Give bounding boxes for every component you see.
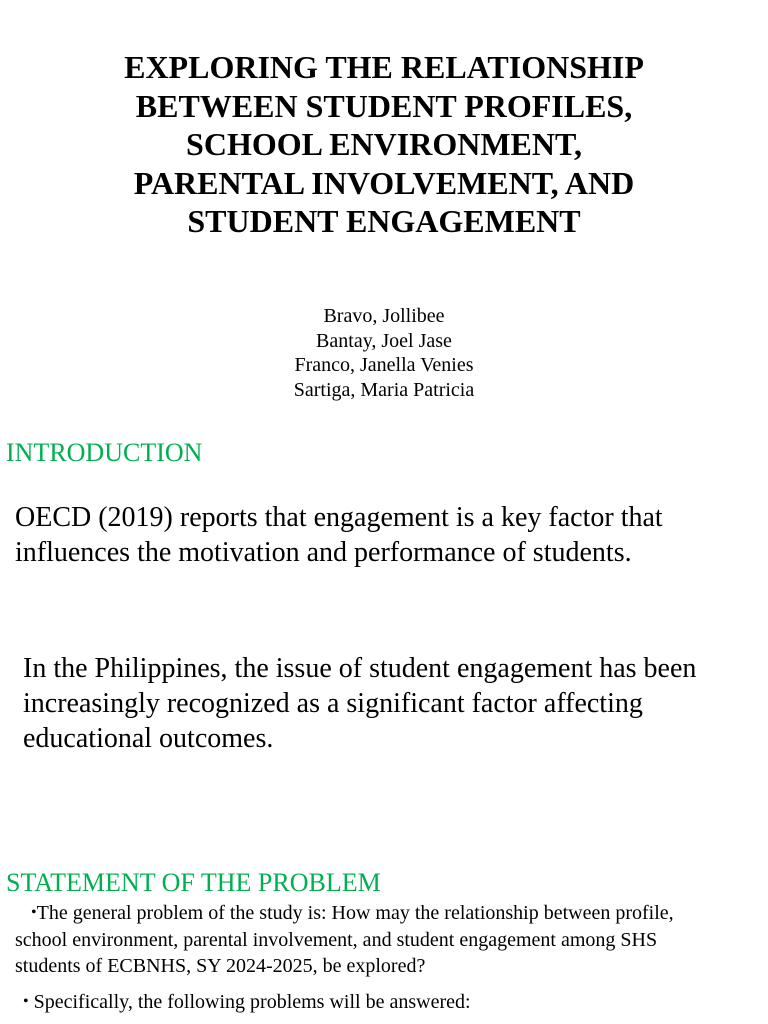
list-item [15,900,695,980]
introduction-heading: INTRODUCTION [6,438,203,467]
document-title [60,48,708,241]
bullet-icon: • [31,904,37,921]
author-name: Franco, Janella Venies [294,354,474,376]
list-item [15,989,695,1016]
author-name: Bantay, Joel Jase [316,329,452,352]
introduction-paragraph-1: OECD (2019) reports that engagement is a key factor that influences the motivation and performance of students. [15,502,663,568]
title-line: STUDENT ENGAGEMENT [187,203,581,239]
introduction-paragraph-2: In the Philippines, the issue of student engagement has been increasingly recognized as a significant factor affecting educational outcomes. [23,653,697,754]
title-line: SCHOOL ENVIRONMENT, [186,126,582,162]
statement-of-problem-heading: STATEMENT OF THE PROBLEM [6,868,381,897]
bullet-icon: • [23,992,29,1010]
problem-list [15,900,695,1015]
author-name: Bravo, Jollibee [323,305,445,327]
title-line: BETWEEN STUDENT PROFILES, [135,87,633,124]
title-line: EXPLORING THE RELATIONSHIP [124,49,644,85]
list-item-text: Specifically, the following problems will be answered: [33,990,471,1013]
title-line: PARENTAL INVOLVEMENT, AND [133,164,635,201]
list-item-text: The general problem of the study is: How may the relationship between profile, school environment, parental involvement, and student engagement among SHS students of ECBNHS, SY 2024-2025, be explored? [15,902,674,977]
author-list [184,304,584,402]
author-name: Sartiga, Maria Patricia [293,378,475,401]
